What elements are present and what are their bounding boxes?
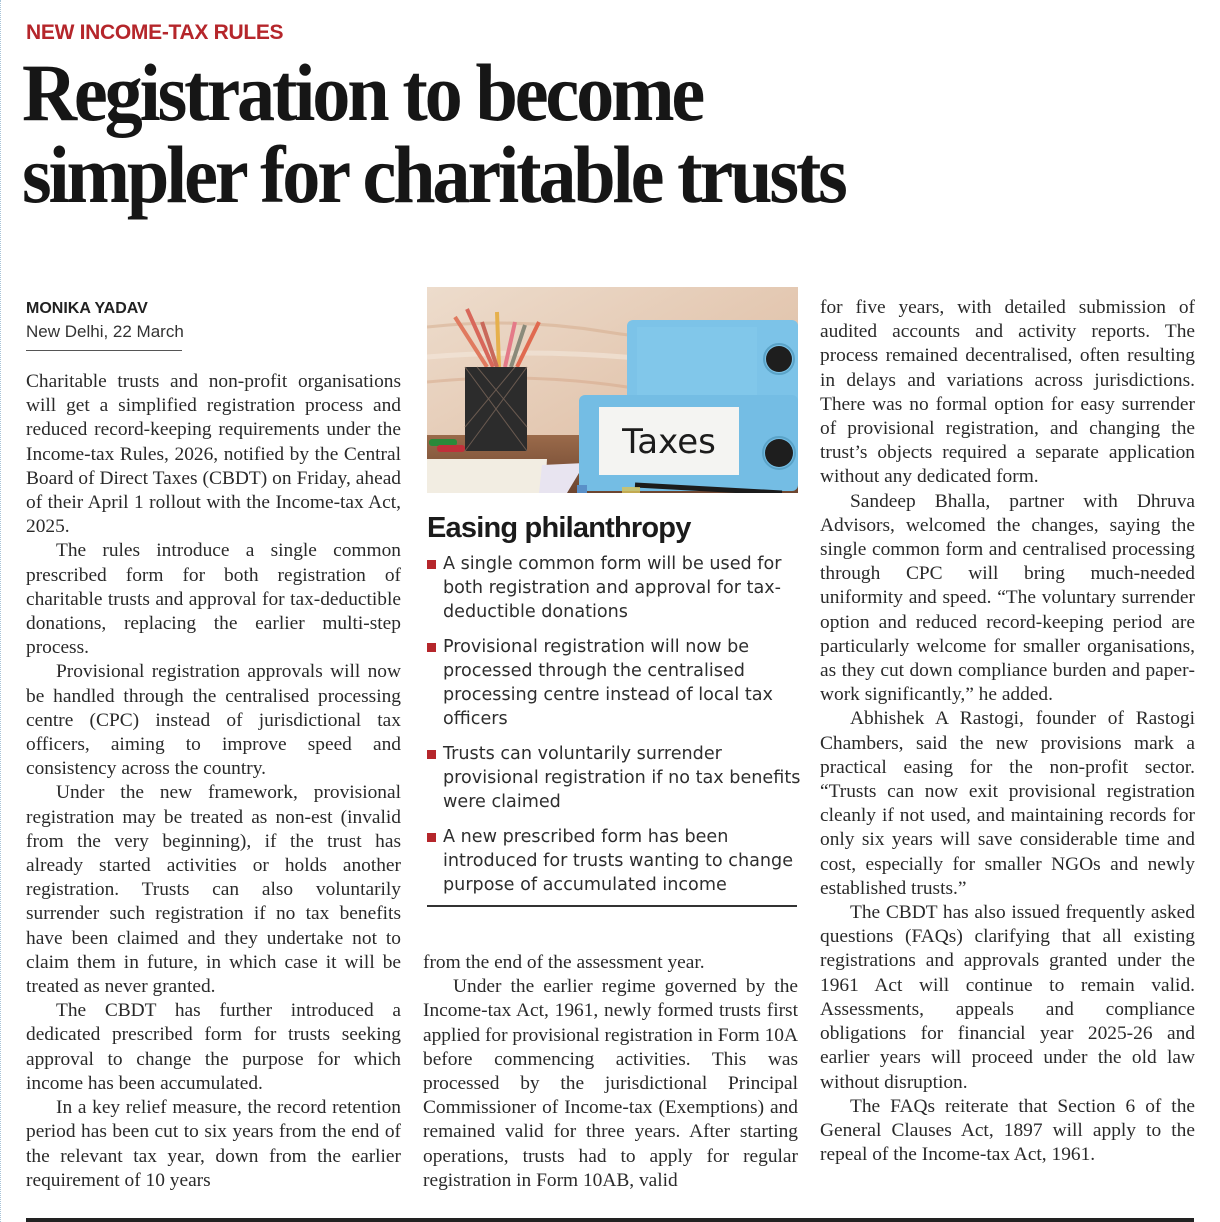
- byline-dateline: New Delhi, 22 March: [26, 322, 184, 341]
- bullet-square-icon: [427, 833, 436, 842]
- list-item: [427, 635, 807, 731]
- binder-label-text: Taxes: [622, 422, 716, 462]
- section-kicker: NEW INCOME-TAX RULES: [26, 21, 284, 44]
- list-item-text: A new prescribed form has been introduced for trusts wanting to change purpose of accumulated income: [443, 827, 794, 895]
- paragraph: The rules introduce a single common prescribed form for both registration of charitable trusts and approval for tax-deductible donations, replacing the earlier multi-step process.: [26, 540, 401, 659]
- article-column-3: [820, 296, 1195, 1167]
- pencil-cup-icon: [465, 367, 527, 451]
- bullet-square-icon: [427, 750, 436, 759]
- taxes-binder-photo: [427, 287, 798, 493]
- paragraph: Charitable trusts and non-profit organisations will get a simplified registration process and reduced record-keeping requirements under the Income-tax Rules, 2026, notified by the Central Board of Direct Taxes (CBDT) on Friday, ahead of their April 1 rollout with the Income-tax Act, 2025.: [26, 371, 401, 538]
- headline: [22, 47, 1129, 220]
- list-item: [427, 552, 807, 624]
- list-item: [427, 825, 807, 897]
- article-column-1: [26, 370, 401, 1193]
- paragraph: for five years, with detailed submission of audited accounts and activity reports. The process remained decentralised, often resulting in delays and variations across jurisdictions. There was no formal option for easy surrender of provisional registration, and changing the trust’s objects required a separate application without any dedicated form.: [820, 297, 1195, 488]
- paragraph: In a key relief measure, the record retention period has been cut to six years from the end of the relevant tax year, down from the earlier requirement of 10 years: [26, 1097, 401, 1191]
- paragraph: Under the earlier regime governed by the Income-tax Act, 1961, newly formed trusts first applied for provisional registration in Form 10A before commencing activities. This was processed by the jurisdictional Principal Commissioner of Income-tax (Exemptions) and remained valid for three years. After starting operations, trusts had to apply for regular registration in Form 10AB, valid: [423, 976, 798, 1191]
- sidebar-divider: [427, 905, 797, 907]
- page-edge: [0, 0, 3, 1222]
- paragraph: Under the new framework, provisional registration may be treated as non-est (invalid from the very beginning), if the trust has already started activities or holds another registration. Trusts can also voluntarily surrender such registration if no tax benefits have been claimed and they undertake not to claim them in future, in which case it will be treated as never granted.: [26, 782, 401, 998]
- list-item-text: A single common form will be used for both registration and approval for tax-deductible donations: [443, 554, 782, 622]
- list-item-text: Provisional registration will now be processed through the centralised processing centre instead of local tax officers: [443, 637, 773, 729]
- sidebar-title: Easing philanthropy: [427, 512, 691, 544]
- paragraph: from the end of the assessment year.: [423, 952, 705, 973]
- byline-author: MONIKA YADAV: [26, 300, 148, 317]
- paragraph: The CBDT has also issued frequently asked questions (FAQs) clarifying that all existing registrations and approvals granted under the 1961 Act will continue to remain valid. Assessments, appeals and compliance obligations for financial year 2025-26 and earlier years will proceed under the old law without disruption.: [820, 902, 1195, 1093]
- headline-line-2: simpler for charitable trusts: [22, 129, 845, 220]
- bullet-square-icon: [427, 643, 436, 652]
- headline-line-1: Registration to become: [22, 47, 703, 138]
- list-item-text: Trusts can voluntarily surrender provisional registration if no tax benefits were claimed: [443, 744, 801, 812]
- article-photo: [427, 287, 798, 493]
- paragraph: The FAQs reiterate that Section 6 of the General Clauses Act, 1897 will apply to the repeal of the Income-tax Act, 1961.: [820, 1095, 1195, 1166]
- bottom-divider: [26, 1218, 1194, 1222]
- paragraph: Sandeep Bhalla, partner with Dhruva Advisors, welcomed the changes, saying the single common form and centralised processing through CPC will bring much-needed uniformity and speed. “The voluntary surrender option and reduced record-keeping period are particularly welcome for smaller organisations, as they cut down compliance burden and paperwork significantly,” he added.: [820, 490, 1195, 706]
- list-item: [427, 742, 807, 814]
- article-column-2: [423, 951, 798, 1193]
- paragraph: The CBDT has further introduced a dedicated prescribed form for trusts seeking approval to change the purpose for which income has been accumulated.: [26, 1000, 401, 1094]
- sidebar-list: [427, 552, 807, 908]
- bullet-square-icon: [427, 560, 436, 569]
- paragraph: Provisional registration approvals will now be handled through the centralised processing centre (CPC) instead of jurisdictional tax officers, aiming to improve speed and consistency across the country.: [26, 661, 401, 780]
- byline-divider: [26, 350, 182, 351]
- paragraph: Abhishek A Rastogi, founder of Rastogi Chambers, said the new provisions mark a practical easing for the non-profit sector. “Trusts can now exit provisional registration cleanly if not used, and maintaining records for only six years will save considerable time and cost, especially for smaller NGOs and newly established trusts.”: [820, 708, 1195, 899]
- notebook: [427, 459, 547, 493]
